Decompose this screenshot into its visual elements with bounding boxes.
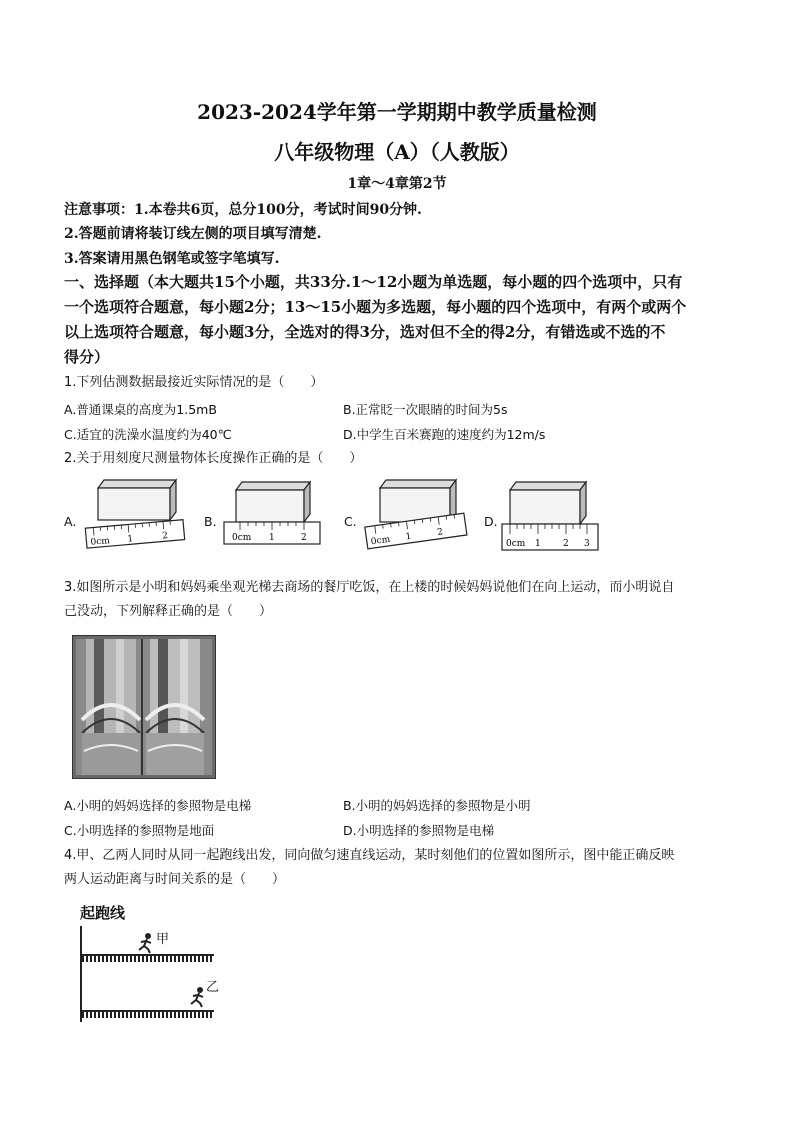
q1-option-c[interactable]: C.适宜的洗澡水温度约为40℃ <box>64 427 232 442</box>
q1-option-a[interactable]: A.普通课桌的高度为1.5mB <box>64 402 217 417</box>
start-line-label: 起跑线 <box>80 904 126 922</box>
ruler-d-unit: 0cm <box>506 539 526 549</box>
ruler-a-tick-1: 1 <box>127 534 134 545</box>
lane-divider-2 <box>82 1010 214 1018</box>
ruler-b-tick-2: 2 <box>301 533 307 543</box>
q1-stem: 1.下列估测数据最接近实际情况的是（ ） <box>64 375 324 390</box>
exam-title: 2023-2024学年第一学期期中教学质量检测 <box>197 100 597 124</box>
running-track-figure <box>76 902 226 1024</box>
ruler-c-unit: 0cm <box>370 534 391 548</box>
q4-stem-line-2: 两人运动距离与时间关系的是（ ） <box>64 872 286 887</box>
q1-option-b[interactable]: B.正常眨一次眼睛的时间为5s <box>343 402 508 417</box>
ruler-a-unit: 0cm <box>90 536 111 548</box>
q2-label-c[interactable]: C. <box>344 514 357 529</box>
note-3: 3.答案请用黑色钢笔或签字笔填写. <box>64 251 280 267</box>
elevator-photo <box>72 635 216 779</box>
q3-stem-line-2: 己没动，下列解释正确的是（ ） <box>64 604 273 619</box>
ruler-figure-c <box>358 474 476 556</box>
ruler-d-tick-2: 2 <box>563 539 569 549</box>
q3-option-a[interactable]: A.小明的妈妈选择的参照物是电梯 <box>64 798 252 813</box>
ruler-b-tick-1: 1 <box>269 533 275 543</box>
ruler-d-tick-3: 3 <box>584 539 590 549</box>
section-heading-line-4: 得分） <box>64 348 110 366</box>
ruler-c-tick-2: 2 <box>436 527 444 538</box>
section-heading-line-3: 以上选项符合题意，每小题3分，全选对的得3分，选对但不全的得2分，有错选或不选的不 <box>64 323 666 341</box>
section-heading-line-1: 一、选择题（本大题共15个小题，共33分.1～12小题为单选题，每小题的四个选项中，只有 <box>64 273 683 291</box>
q2-stem: 2.关于用刻度尺测量物体长度操作正确的是（ ） <box>64 451 363 466</box>
runner-a-icon <box>136 932 156 954</box>
runner-b-label: 乙 <box>206 980 220 995</box>
start-line <box>80 926 82 1022</box>
exam-scope: 1章～4章第2节 <box>347 176 447 192</box>
ruler-figure-d <box>498 476 610 556</box>
q2-label-a[interactable]: A. <box>64 514 77 529</box>
q2-label-d[interactable]: D. <box>484 514 498 529</box>
q3-stem-line-1: 3.如图所示是小明和妈妈乘坐观光梯去商场的餐厅吃饭，在上楼的时候妈妈说他们在向上运动，而小明说自 <box>64 580 675 595</box>
ruler-b-unit: 0cm <box>232 533 252 543</box>
q3-option-d[interactable]: D.小明选择的参照物是电梯 <box>343 823 495 838</box>
ruler-d-tick-1: 1 <box>535 539 541 549</box>
ruler-figure-b <box>218 476 330 556</box>
lane-divider-1 <box>82 954 214 962</box>
ruler-figure-a <box>78 476 190 556</box>
q2-label-b[interactable]: B. <box>204 514 217 529</box>
note-1: 注意事项：1.本卷共6页，总分100分，考试时间90分钟. <box>64 202 422 218</box>
q3-option-b[interactable]: B.小明的妈妈选择的参照物是小明 <box>343 798 531 813</box>
q1-option-d[interactable]: D.中学生百米赛跑的速度约为12m/s <box>343 427 546 442</box>
runner-a-label: 甲 <box>156 932 170 947</box>
q4-stem-line-1: 4.甲、乙两人同时从同一起跑线出发，同向做匀速直线运动，某时刻他们的位置如图所示，图中能正确反映 <box>64 848 675 863</box>
q3-option-c[interactable]: C.小明选择的参照物是地面 <box>64 823 215 838</box>
runner-b-icon <box>188 986 208 1008</box>
exam-subtitle: 八年级物理（A）（人教版） <box>274 140 520 164</box>
section-heading-line-2: 一个选项符合题意，每小题2分；13～15小题为多选题，每小题的四个选项中，有两个或两个 <box>64 298 687 316</box>
ruler-a-tick-2: 2 <box>161 531 169 542</box>
note-2: 2.答题前请将装订线左侧的项目填写清楚. <box>64 226 322 242</box>
ruler-c-tick-1: 1 <box>404 531 413 543</box>
